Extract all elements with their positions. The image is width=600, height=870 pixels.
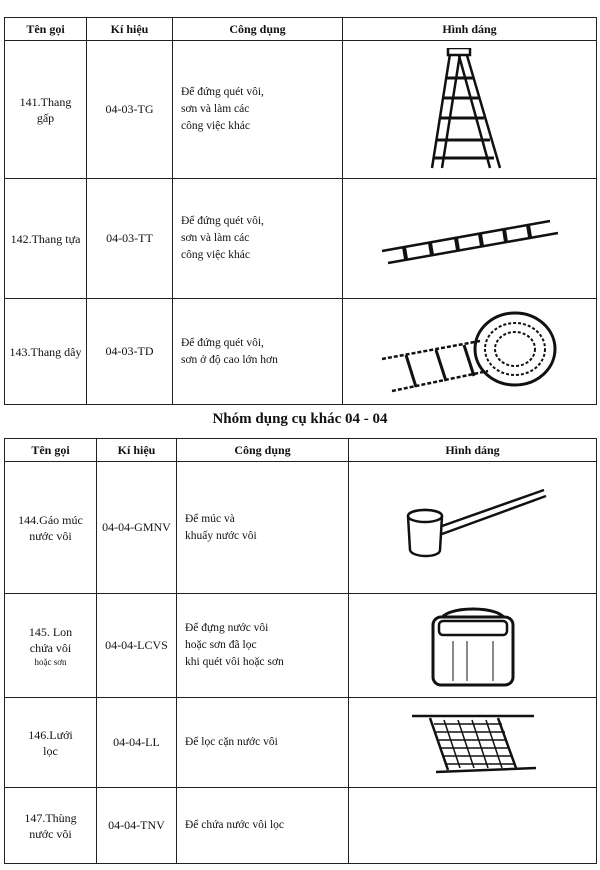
header-use: Công dụng: [177, 439, 349, 462]
item-use: [177, 788, 349, 864]
table-row: [5, 698, 597, 788]
item-name-line: lọc: [43, 743, 58, 758]
item-use-line: Để đứng quét vôi,: [181, 336, 264, 349]
header-name: Tên gọi: [5, 439, 97, 462]
item-name-line: hoặc sơn: [34, 656, 67, 667]
item-use-line: sơn và làm các: [181, 103, 250, 115]
ladle-icon: [398, 488, 548, 568]
rope-ladder-icon: [380, 307, 560, 397]
header-shape: Hình dáng: [349, 439, 597, 462]
item-name: [5, 299, 87, 405]
item-code: 04-03-TG: [87, 41, 173, 179]
item-use-line: hoặc sơn đã lọc: [185, 639, 257, 651]
item-use: [177, 698, 349, 788]
item-name: [5, 788, 97, 864]
header-code: Kí hiệu: [87, 18, 173, 41]
item-name-line: 145. Lon: [28, 624, 73, 639]
item-shape: [343, 179, 597, 299]
tools-table-ladders: [4, 17, 597, 405]
item-use: [177, 462, 349, 594]
table-header-row: [5, 18, 597, 41]
item-name-line: 146.Lưới: [28, 727, 73, 742]
item-use-line: Để lọc cặn nước vôi: [185, 736, 278, 748]
item-shape-empty: [349, 788, 597, 864]
item-use-line: Để đứng quét vôi,: [181, 86, 264, 98]
item-use: [173, 179, 343, 299]
table-row: [5, 41, 597, 179]
item-name-line: nước vôi: [29, 826, 72, 841]
item-name-line: 143.Thang dây: [9, 344, 82, 359]
item-name-line: 141.Thang: [19, 94, 72, 109]
table-row: [5, 788, 597, 864]
item-shape: [349, 462, 597, 594]
header-name: Tên gọi: [5, 18, 87, 41]
table-row: [5, 179, 597, 299]
header-shape: Hình dáng: [343, 18, 597, 41]
item-shape: [349, 698, 597, 788]
item-use-line: Để múc và: [185, 512, 235, 525]
item-name: [5, 41, 87, 179]
folding-ladder-icon: [420, 48, 520, 172]
item-shape: [343, 299, 597, 405]
header-use: Công dụng: [173, 18, 343, 41]
item-name-line: gấp: [36, 110, 55, 125]
header-code: Kí hiệu: [97, 439, 177, 462]
item-use-line: khuấy nước vôi: [185, 529, 257, 542]
item-use-line: công việc khác: [181, 120, 250, 132]
item-use-line: công việc khác: [181, 249, 250, 261]
item-use-line: sơn và làm các: [181, 232, 250, 244]
item-use-line: sơn ở độ cao lớn hơn: [181, 353, 278, 366]
item-name-line: nước vôi: [29, 528, 72, 543]
table-row: [5, 299, 597, 405]
item-use-line: Để chứa nước vôi lọc: [185, 819, 285, 831]
item-code: 04-04-GMNV: [97, 462, 177, 594]
item-name-line: 144.Gáo múc: [18, 512, 83, 527]
item-shape: [343, 41, 597, 179]
item-name: [5, 698, 97, 788]
item-code: 04-04-LCVS: [97, 594, 177, 698]
item-code: 04-03-TD: [87, 299, 173, 405]
sieve-icon: [408, 708, 538, 778]
item-code: 04-04-LL: [97, 698, 177, 788]
item-name: [5, 462, 97, 594]
tools-table-other: [4, 438, 597, 864]
table-row: [5, 462, 597, 594]
item-use-line: khi quét vôi hoặc sơn: [185, 656, 284, 668]
item-use-line: Để đứng quét vôi,: [181, 215, 264, 227]
item-shape: [349, 594, 597, 698]
table-row: [5, 594, 597, 698]
item-name: [5, 179, 87, 299]
item-code: 04-04-TNV: [97, 788, 177, 864]
item-name: [5, 594, 97, 698]
section-title: Nhóm dụng cụ khác 04 - 04: [212, 411, 388, 427]
item-name-line: 142.Thang tựa: [10, 231, 81, 246]
item-use-line: Để đựng nước vôi: [185, 622, 269, 634]
leaning-ladder-icon: [380, 209, 560, 269]
item-name-line: 147.Thùng: [24, 810, 77, 825]
item-name-line: chứa vôi: [29, 640, 72, 655]
table-header-row: [5, 439, 597, 462]
item-use: [173, 41, 343, 179]
bucket-icon: [423, 601, 523, 691]
item-use: [177, 594, 349, 698]
item-use: [173, 299, 343, 405]
item-code: 04-03-TT: [87, 179, 173, 299]
